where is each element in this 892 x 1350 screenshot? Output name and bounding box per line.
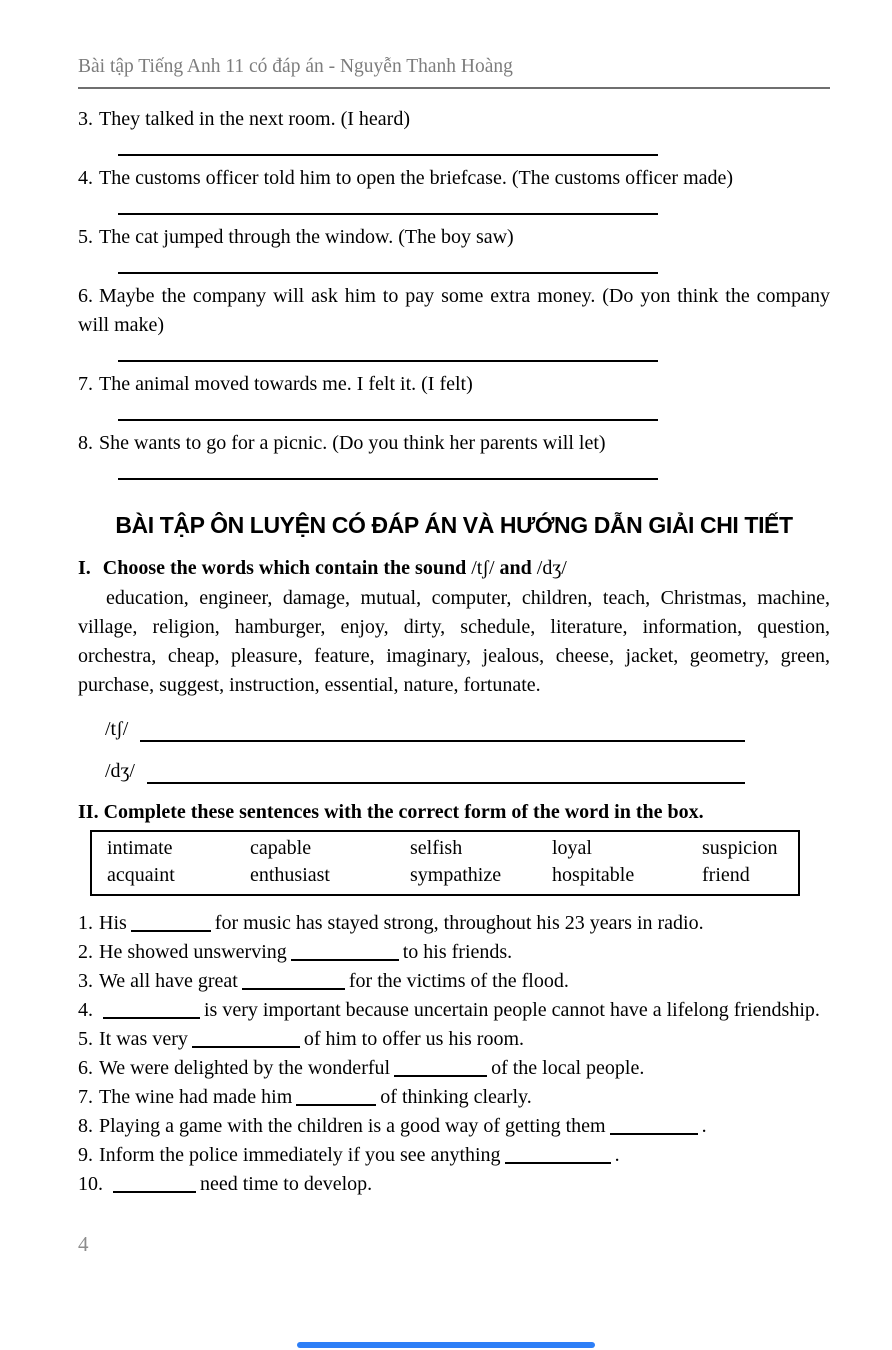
answer-line	[118, 154, 658, 156]
sentence-after: for the victims of the flood.	[348, 970, 569, 992]
item-number: 6.	[78, 285, 93, 307]
sentence-number: 3.	[78, 970, 93, 992]
word-box-row	[107, 835, 798, 862]
sentence-after: of thinking clearly.	[380, 1086, 532, 1108]
answer-line	[140, 716, 745, 742]
answer-line	[118, 272, 658, 274]
transform-item	[78, 282, 830, 340]
word-box-cell: friend	[702, 864, 750, 886]
transform-item	[78, 429, 830, 458]
word-box-cell: acquaint	[107, 864, 175, 886]
answer-line	[118, 213, 658, 215]
sentence-number: 1.	[78, 912, 93, 934]
word-box-cell: capable	[250, 837, 312, 859]
sentence-before: Playing a game with the children is a good way of getting them	[99, 1115, 606, 1137]
phonetic-label-dzh: /dʒ/	[105, 760, 135, 782]
answer-blank	[296, 1089, 376, 1106]
phonetic-answer-row	[105, 716, 745, 742]
word-box-cell: enthusiast	[250, 864, 330, 886]
sentence-after: .	[701, 1115, 707, 1137]
part1-heading-conj: and	[499, 557, 532, 579]
item-number: 4.	[78, 167, 93, 189]
fill-in-sentence	[78, 938, 830, 967]
sentence-after: to his friends.	[402, 941, 513, 963]
sentence-after: for music has stayed strong, throughout his 23 years in radio.	[214, 912, 704, 934]
sentence-number: 2.	[78, 941, 93, 963]
sentence-before: His	[99, 912, 127, 934]
sentence-number: 8.	[78, 1115, 93, 1137]
fill-in-sentence	[78, 996, 830, 1025]
answer-blank	[242, 973, 345, 990]
bottom-accent-bar	[297, 1342, 595, 1348]
fill-in-sentence	[78, 967, 830, 996]
sentence-after: of him to offer us his room.	[303, 1028, 525, 1050]
phonetic-symbol-dzh: /dʒ/	[536, 557, 567, 579]
fill-in-sentence	[78, 1083, 830, 1112]
sentence-number: 7.	[78, 1086, 93, 1108]
word-list: education, engineer, damage, mutual, computer, children, teach, Christmas, machine, village, religion, hamburger, enjoy, dirty, schedule, literature, information, question, orchestra, cheap, pleasure, feature, imaginary, jealous, cheese, jacket, geometry, green, purchase, suggest, instruction, essential, nature, fortunate.	[78, 587, 830, 696]
item-number: 5.	[78, 226, 93, 248]
word-box-row	[107, 862, 798, 889]
item-text: They talked in the next room. (I heard)	[99, 108, 410, 130]
page-number: 4	[78, 1232, 89, 1256]
sentence-after: .	[614, 1144, 620, 1166]
answer-blank	[192, 1031, 300, 1048]
fill-in-sentence	[78, 1112, 830, 1141]
item-number: 7.	[78, 373, 93, 395]
item-text: The customs officer told him to open the briefcase. (The customs officer made)	[99, 167, 734, 189]
sentence-after: need time to develop.	[200, 1173, 373, 1195]
sentence-before: Inform the police immediately if you see anything	[99, 1144, 501, 1166]
sentence-before: The wine had made him	[99, 1086, 293, 1108]
phonetic-answer-row	[105, 758, 745, 784]
answer-line	[118, 478, 658, 480]
item-number: 3.	[78, 108, 93, 130]
fill-in-sentences	[78, 909, 830, 1199]
answer-line	[118, 419, 658, 421]
transform-item	[78, 105, 830, 134]
part2-heading: II. Complete these sentences with the correct form of the word in the box.	[78, 801, 704, 823]
sentence-number: 10.	[78, 1173, 103, 1195]
sentence-number: 5.	[78, 1028, 93, 1050]
fill-in-sentence	[78, 1141, 830, 1170]
word-box-cell: intimate	[107, 837, 173, 859]
sentence-before: We were delighted by the wonderful	[99, 1057, 391, 1079]
part1-heading	[78, 554, 830, 582]
sentence-before: He showed unswerving	[99, 941, 287, 963]
fill-in-sentence	[78, 1054, 830, 1083]
phonetic-label-tsh: /tʃ/	[105, 718, 129, 740]
word-box-cell: hospitable	[552, 864, 635, 886]
fill-in-sentence	[78, 1025, 830, 1054]
section-heading: BÀI TẬP ÔN LUYỆN CÓ ĐÁP ÁN VÀ HƯỚNG DẪN GIẢI CHI TIẾT	[115, 512, 793, 538]
fill-in-sentence	[78, 1170, 830, 1199]
answer-blank	[291, 944, 399, 961]
transform-item	[78, 223, 830, 252]
sentence-before: It was very	[99, 1028, 188, 1050]
item-text: Maybe the company will ask him to pay some extra money. (Do yon think the company will make)	[78, 285, 830, 336]
phonetic-symbol-tsh: /tʃ/	[471, 557, 495, 579]
sentence-number: 4.	[78, 999, 93, 1021]
item-text: The cat jumped through the window. (The boy saw)	[99, 226, 514, 248]
transform-item	[78, 164, 830, 193]
part1-number: I.	[78, 557, 91, 579]
page-header-title: Bài tập Tiếng Anh 11 có đáp án - Nguyễn Thanh Hoàng	[78, 54, 830, 89]
part1-heading-text: Choose the words which contain the sound	[102, 557, 467, 579]
answer-blank	[505, 1147, 611, 1164]
sentence-after: of the local people.	[491, 1057, 645, 1079]
sentence-number: 6.	[78, 1057, 93, 1079]
answer-line	[147, 758, 745, 784]
answer-blank	[610, 1118, 698, 1135]
item-text: She wants to go for a picnic. (Do you think her parents will let)	[99, 432, 606, 454]
sentence-after: is very important because uncertain people cannot have a lifelong friendship.	[204, 999, 820, 1021]
answer-blank	[103, 1002, 200, 1019]
word-box	[90, 830, 800, 896]
answer-blank	[131, 915, 211, 932]
answer-line	[118, 360, 658, 362]
sentence-number: 9.	[78, 1144, 93, 1166]
answer-blank	[113, 1176, 196, 1193]
item-number: 8.	[78, 432, 93, 454]
sentence-before: We all have great	[99, 970, 238, 992]
word-box-cell: sympathize	[410, 864, 502, 886]
word-box-cell: loyal	[552, 837, 592, 859]
word-box-cell: selfish	[410, 837, 463, 859]
answer-blank	[394, 1060, 487, 1077]
word-box-cell: suspicion	[702, 837, 778, 859]
transform-item	[78, 370, 830, 399]
item-text: The animal moved towards me. I felt it. (I felt)	[99, 373, 473, 395]
fill-in-sentence	[78, 909, 830, 938]
